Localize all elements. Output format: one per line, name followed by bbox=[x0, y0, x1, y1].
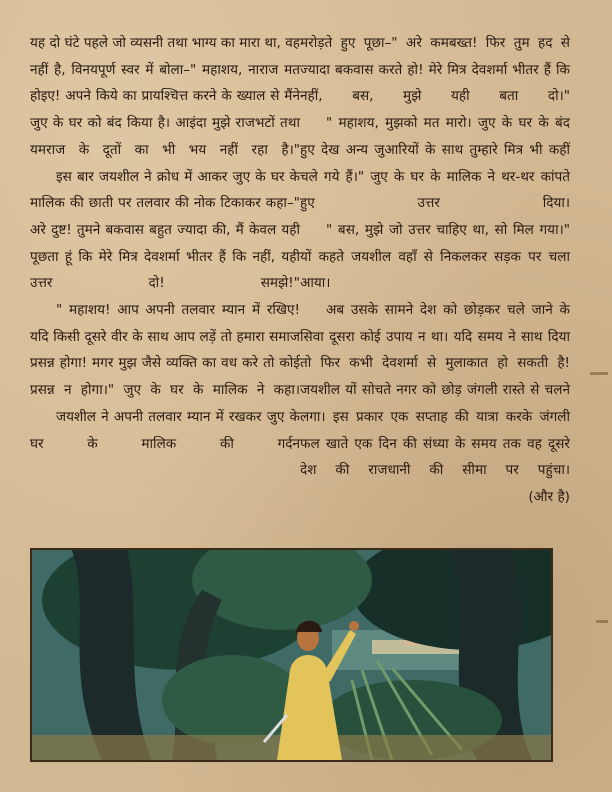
left-paragraph-3: " महाशय! आप अपनी तलवार म्यान में रखिए! यदि किसी दूसरे वीर के साथ आप लड़ें तो हमारा समाज प्रसन्न होगा! मगर मुझ जैसे व्यक्ति का वध करे तो कोई प्रसन्न न होगा।" जुए के घर के मालिक ने कहा। bbox=[30, 302, 300, 399]
left-paragraph-1: यह दो घंटे पहले जो व्यसनी तथा भाग्य का मारा था, वह नहीं है, विनयपूर्ण स्वर में बोला–" महाशय, नाराज मत होइए! अपने किये का प्रायश्चित्त करने के ख्याल से मैंने जुए के घर को बंद किया है। आइंदा मुझे राजभटों तथा यमराज के दूतों का भी भय नहीं रहा है।" bbox=[30, 35, 300, 158]
continued-marker: (और है) bbox=[528, 488, 570, 505]
left-paragraph-2: इस बार जयशील ने क्रोध में आकर जुए के घर के मालिक की छाती पर तलवार की नोक टिकाकर कहा–" अरे दुष्ट! तुमने बकवास बहुत ज्यादा की, मैं केवल यही पूछता हूं कि मेरे मित्र देवशर्मा भीतर हैं कि नहीं, यही उत्तर दो! समझे!" bbox=[30, 168, 300, 292]
left-paragraph-4: जयशील ने अपनी तलवार म्यान में रखकर जुए के घर के मालिक की गर्दन bbox=[30, 408, 300, 452]
right-paragraph-4: अब उसके सामने देश को छोड़कर चले जाने के सिवा दूसरा कोई उपाय न था। यदि समय ने साथ दिया तो फिर कभी देवशर्मा से मुलाकात हो सकती है! जयशील यों सोचते नगर को छोड़ जंगली रास्ते से चलने लगा। इस प्रकार एक सप्ताह की यात्रा करके जंगली फल खाते एक दिन की संध्या के समय तक वह दूसरे देश की राजधानी की सीमा पर पहुंचा। bbox=[300, 302, 570, 479]
forest-traveler-illustration bbox=[30, 548, 553, 762]
left-text-column bbox=[30, 30, 300, 457]
right-paragraph-2: " महाशय, मुझको मत मारो। जुए के घर के बंद हुए देख अन्य जुआरियों के साथ तुम्हारे मित्र भी कहीं चले गये हैं।" जुए के घर के मालिक ने थर-थर कांपते हुए उत्तर दिया। bbox=[300, 115, 570, 212]
right-paragraph-1: मरोड़ते हुए पूछा–" अरे कमबख्त! फिर तुम हद से ज्यादा बकवास करते हो! मेरे मित्र देवशर्मा भीतर हैं कि नहीं, बस, मुझे यही बता दो।" bbox=[300, 35, 570, 105]
edge-mark bbox=[596, 620, 608, 623]
edge-mark bbox=[590, 372, 608, 375]
right-text-column bbox=[300, 30, 570, 511]
illustration-svg bbox=[32, 550, 551, 760]
continued-line bbox=[300, 484, 570, 511]
right-paragraph-3: " बस, मुझे जो उत्तर चाहिए था, सो मिल गया।" यों कहते जयशील वहाँ से निकलकर सड़क पर चला आया। bbox=[300, 221, 570, 292]
